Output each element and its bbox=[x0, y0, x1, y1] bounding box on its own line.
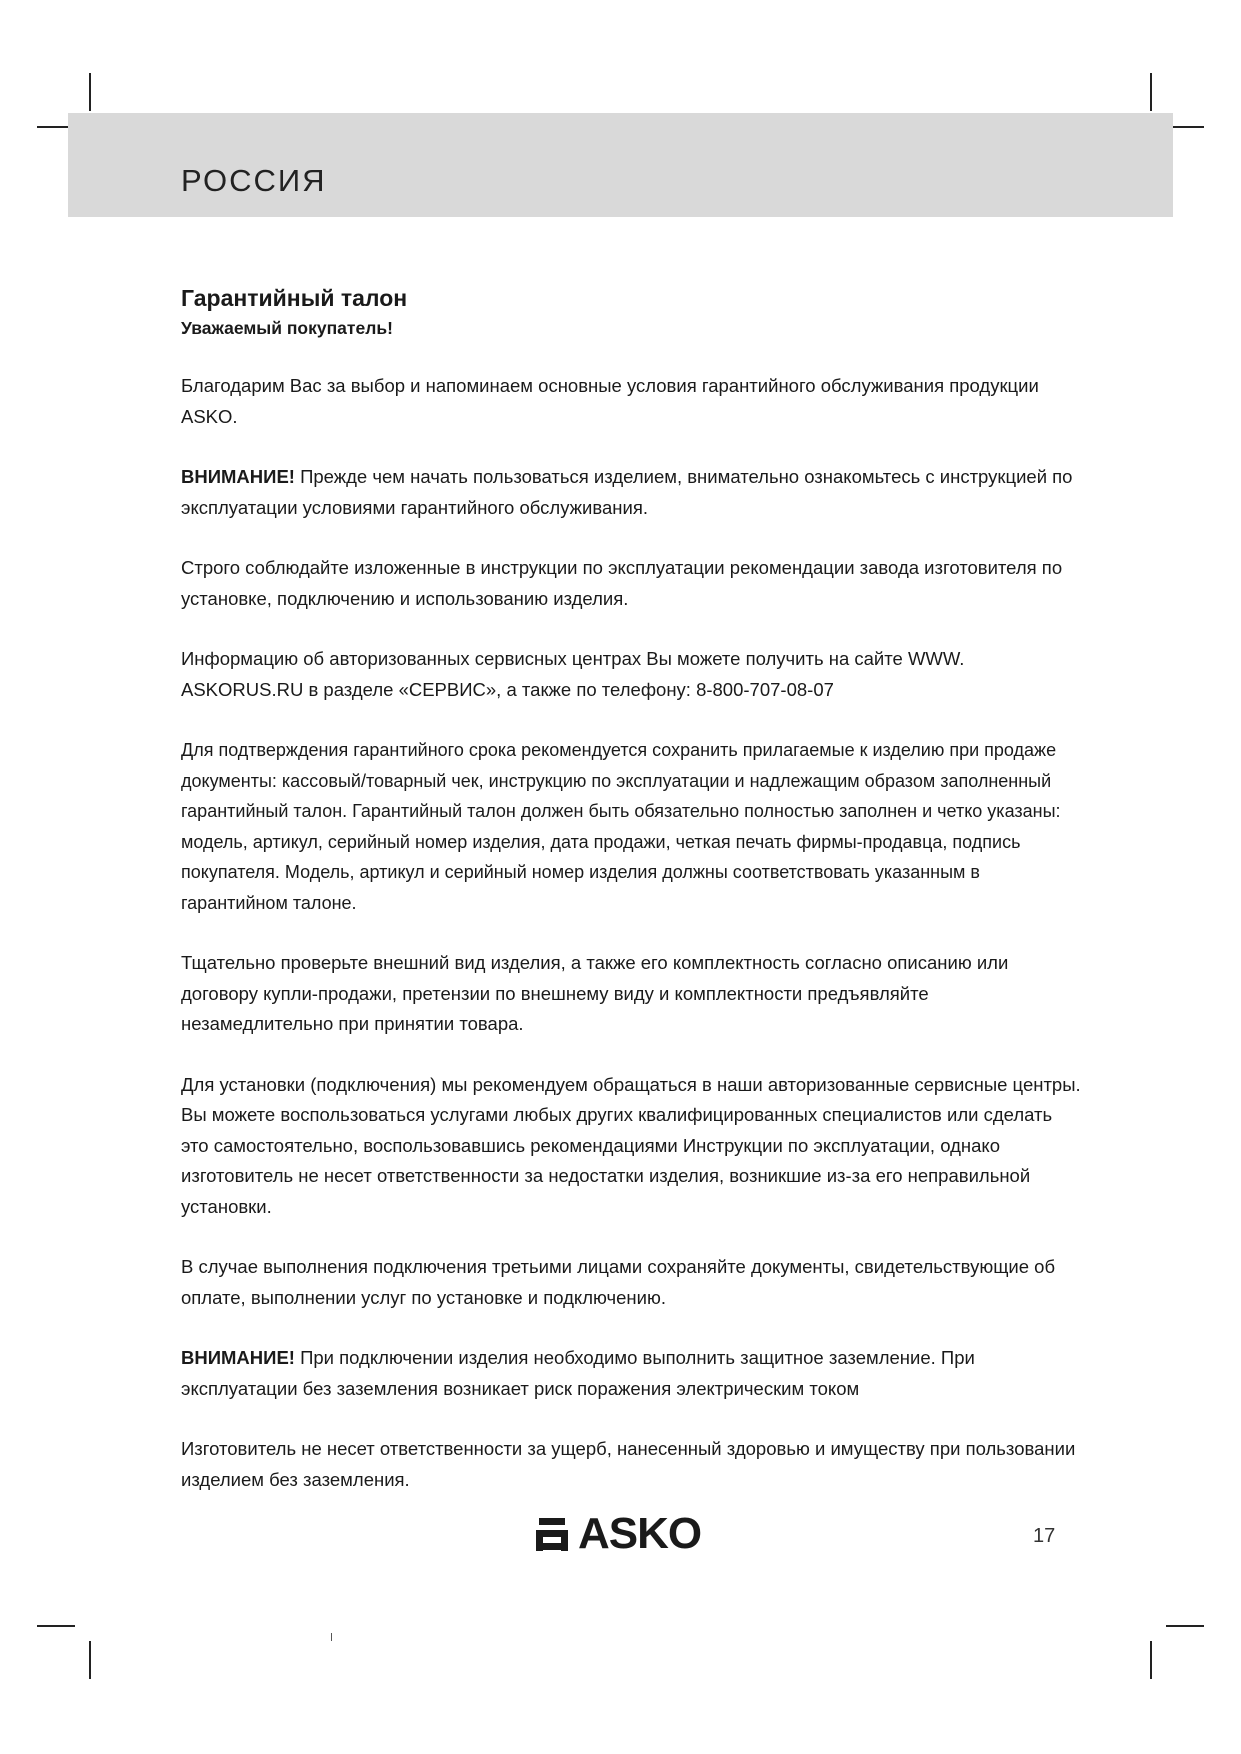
paragraph-attention-instructions bbox=[181, 462, 1081, 523]
asko-logo-icon bbox=[536, 1517, 568, 1551]
paragraph-liability: Изготовитель не несет ответственности за ущерб, нанесенный здоровью и имуществу при пользовании изделием без заземления. bbox=[181, 1438, 1076, 1490]
page-number: 17 bbox=[1033, 1525, 1056, 1547]
crop-mark bbox=[37, 1625, 75, 1627]
attention-text: При подключении изделия необходимо выполнить защитное заземление. При эксплуатации без заземления возникает риск поражения электрическим током bbox=[181, 1347, 975, 1399]
logo-text: ASKO bbox=[578, 1509, 702, 1558]
paragraph-follow-recommendations: Строго соблюдайте изложенные в инструкции по эксплуатации рекомендации завода изготовителя по установке, подключению и использованию изделия. bbox=[181, 557, 1063, 609]
header-band bbox=[68, 113, 1173, 217]
crop-mark bbox=[1150, 73, 1152, 111]
paragraph-service-info: Информацию об авторизованных сервисных центрах Вы можете получить на сайте WWW. ASKORUS.RU в разделе «СЕРВИС», а также по телефону: 8-800-707-08-07 bbox=[181, 648, 965, 700]
crop-mark bbox=[1150, 1641, 1152, 1679]
paragraph-inspection: Тщательно проверьте внешний вид изделия, а также его комплектность согласно описанию или договору купли-продажи, претензии по внешнему виду и комплектности предъявляйте незамедлительно при принятии товара. bbox=[181, 952, 1009, 1034]
crop-mark bbox=[89, 73, 91, 111]
paragraph-third-party: В случае выполнения подключения третьими лицами сохраняйте документы, свидетельствующие об оплате, выполнении услуг по установке и подключению. bbox=[181, 1256, 1056, 1308]
paragraph-installation: Для установки (подключения) мы рекомендуем обращаться в наши авторизованные сервисные центры. Вы можете воспользоваться услугами любых других квалифицированных специалистов или сделать это самостоятельно, воспользовавшись рекомендациями Инструкции по эксплуатации, однако изготовитель не несет ответственности за недостатки изделия, возникшие из-за его неправильной установки. bbox=[181, 1073, 1081, 1217]
paragraph-intro: Благодарим Вас за выбор и напоминаем основные условия гарантийного обслуживания продукции ASKO. bbox=[181, 375, 1039, 427]
print-tick bbox=[331, 1633, 332, 1641]
document-subtitle: Уважаемый покупатель! bbox=[181, 318, 393, 338]
attention-text: Прежде чем начать пользоваться изделием, внимательно ознакомьтесь с инструкцией по эксплуатации условиями гарантийного обслуживания. bbox=[181, 466, 1073, 518]
paragraph-warranty-documents: Для подтверждения гарантийного срока рекомендуется сохранить прилагаемые к изделию при продаже документы: кассовый/товарный чек, инструкцию по эксплуатации и надлежащим образом заполненный гарантийный талон. Гарантийный талон должен быть обязательно полностью заполнен и четко указаны: модель, артикул, серийный номер изделия, дата продажи, четкая печать фирмы-продавца, подпись покупателя. Модель, артикул и серийный номер изделия должны соответствовать указанным в гарантийном талоне. bbox=[181, 740, 1061, 913]
asko-logo bbox=[536, 1509, 702, 1558]
attention-label: ВНИМАНИЕ! bbox=[181, 466, 295, 487]
page-title: РОССИЯ bbox=[181, 163, 327, 198]
document-title: Гарантийный талон bbox=[181, 285, 408, 311]
attention-label: ВНИМАНИЕ! bbox=[181, 1347, 295, 1368]
paragraph-attention-grounding bbox=[181, 1343, 1081, 1404]
document-body bbox=[181, 283, 1081, 1525]
crop-mark bbox=[1166, 1625, 1204, 1627]
crop-mark bbox=[89, 1641, 91, 1679]
